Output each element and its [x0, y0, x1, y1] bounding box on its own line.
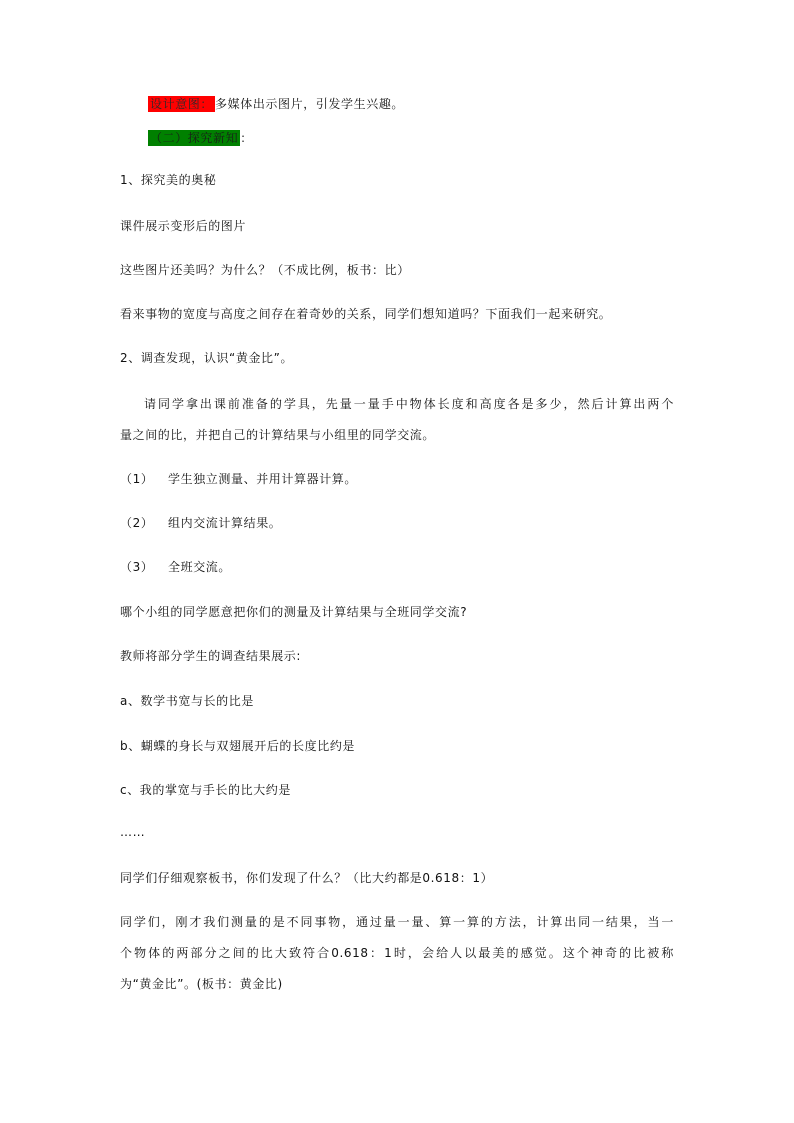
- step-3-number: （3）: [120, 560, 154, 574]
- list-item-b: b、蝴蝶的身长与双翅展开后的长度比约是: [120, 739, 356, 753]
- section-title-suffix: ：: [240, 131, 253, 145]
- step-1-number: （1）: [120, 472, 154, 486]
- step-2-number: （2）: [120, 516, 154, 530]
- step-2: [120, 515, 281, 531]
- text-question-beauty: 这些图片还美吗？为什么？（不成比例，板书：比）: [120, 263, 410, 277]
- design-intent-line: [148, 96, 404, 112]
- paragraph-golden-line1: 同学们，刚才我们测量的是不同事物，通过量一量、算一算的方法，计算出同一结果，当一: [120, 915, 674, 929]
- step-1: [120, 471, 357, 487]
- list-item-a: a、数学书宽与长的比是: [120, 694, 254, 708]
- paragraph-golden-line3: 为“黄金比”。(板书：黄金比): [120, 977, 283, 991]
- paragraph-golden-line2: 个物体的两部分之间的比大致符合0.618：1时，会给人以最美的感觉。这个神奇的比被称: [120, 946, 674, 960]
- section-heading: [148, 130, 253, 146]
- text-group-share: 哪个小组的同学愿意把你们的测量及计算结果与全班同学交流?: [120, 605, 468, 619]
- text-ellipsis: ……: [120, 825, 146, 839]
- text-teacher-show: 教师将部分学生的调查结果展示:: [120, 649, 302, 663]
- list-item-c: c、我的掌宽与手长的比大约是: [120, 783, 291, 797]
- section-title: （二）探究新知: [150, 131, 239, 145]
- text-observe-question: 同学们仔细观察板书，你们发现了什么？（比大约都是0.618：1）: [120, 871, 494, 885]
- text-relationship: 看来事物的宽度与高度之间存在着奇妙的关系，同学们想知道吗？下面我们一起来研究。: [120, 307, 612, 321]
- paragraph-measure-line1: 请同学拿出课前准备的学具，先量一量手中物体长度和高度各是多少，然后计算出两个: [144, 397, 674, 411]
- design-intent-text: 多媒体出示图片，引发学生兴趣。: [215, 97, 405, 111]
- step-3-text: 全班交流。: [168, 560, 232, 574]
- heading-investigate: 2、调查发现，认识“黄金比”。: [120, 351, 294, 365]
- text-courseware: 课件展示变形后的图片: [120, 219, 247, 233]
- paragraph-measure-line2: 量之间的比，并把自己的计算结果与小组里的同学交流。: [120, 428, 436, 442]
- step-1-text: 学生独立测量、并用计算器计算。: [168, 472, 358, 486]
- step-2-text: 组内交流计算结果。: [168, 516, 282, 530]
- heading-explore-beauty: 1、探究美的奥秘: [120, 173, 217, 187]
- step-3: [120, 559, 231, 575]
- design-intent-label: 设计意图：: [150, 97, 214, 111]
